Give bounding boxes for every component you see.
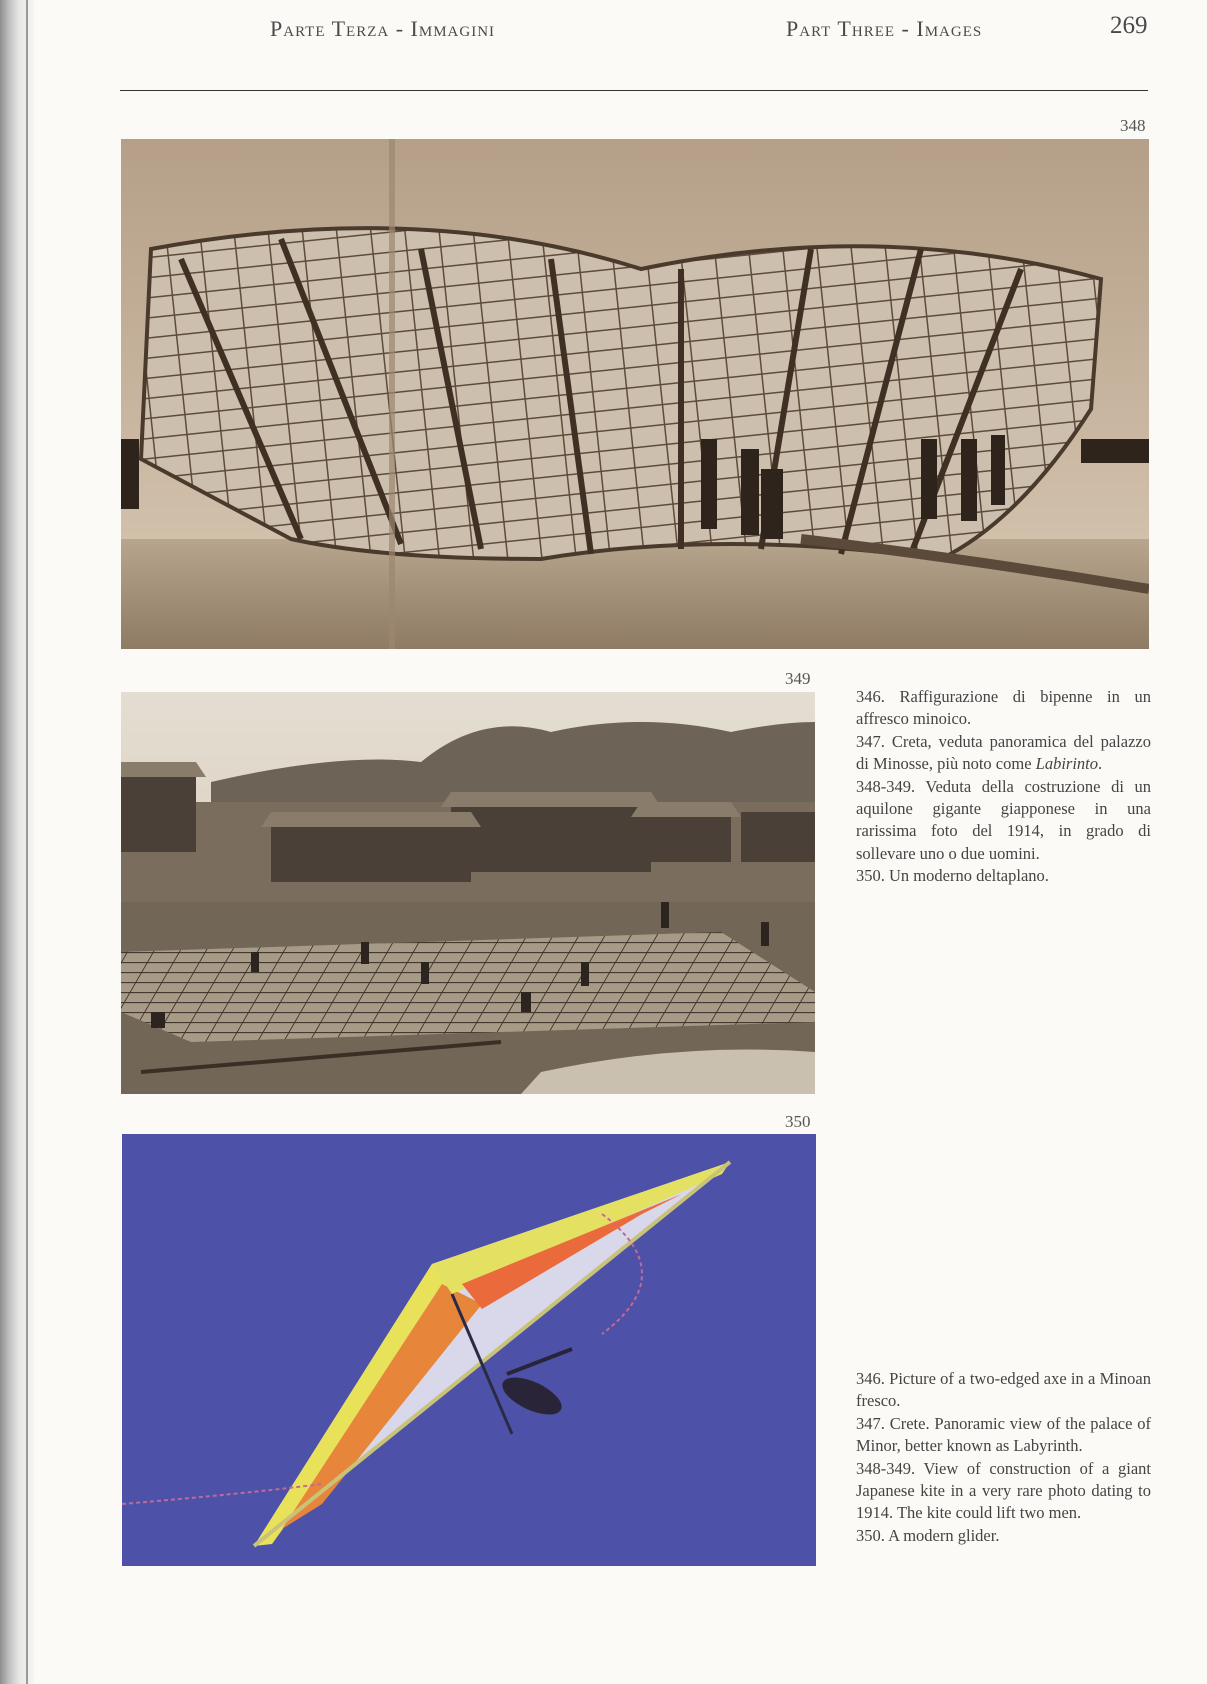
- caption-it-347: [856, 731, 1151, 776]
- figure-number-348: 348: [1120, 116, 1146, 135]
- page-number: 269: [1110, 12, 1148, 39]
- caption-it-350: 350. Un moderno deltaplano.: [856, 866, 1049, 886]
- caption-en-350: 350. A modern glider.: [856, 1525, 1000, 1545]
- book-spine-shadow: [0, 0, 34, 1684]
- caption-it-346: 346. Raffigurazione di bipenne in un affresco minoico.: [856, 687, 1151, 729]
- photo-kite-construction-field: [121, 692, 815, 1094]
- caption-en-347: 347. Crete. Panoramic view of the palace of Minor, better known as Labyrinth.: [856, 1413, 1151, 1456]
- caption-block-italian: [856, 686, 1151, 888]
- photo-hang-glider: [122, 1134, 816, 1566]
- running-header-english: Part Three - Images: [786, 16, 983, 41]
- header-rule: [120, 90, 1148, 91]
- figure-number-350: 350: [785, 1112, 811, 1131]
- running-header-italian: Parte Terza - Immagini: [270, 16, 496, 41]
- figure-number-349: 349: [785, 669, 811, 688]
- caption-it-347-labirinto: Labirinto: [1035, 754, 1099, 774]
- caption-it-347-end: .: [1098, 754, 1103, 774]
- caption-it-348-349: 348-349. Veduta della costruzione di un aquilone gigante giapponese in una rarissima foto del 1914, in grado di sollevare uno o due uomini.: [856, 776, 1151, 863]
- caption-it-347-text: 347. Creta, veduta panoramica del palazzo di Minosse, più noto come: [856, 731, 1151, 774]
- book-gutter-line: [26, 0, 28, 1684]
- photo-giant-kite-frame: [121, 139, 1149, 649]
- caption-en-348-349: 348-349. View of construction of a giant Japanese kite in a very rare photo dating to 1914. The kite could lift two men.: [856, 1458, 1151, 1523]
- caption-en-346: 346. Picture of a two-edged axe in a Minoan fresco.: [856, 1369, 1151, 1411]
- caption-block-english: [856, 1368, 1151, 1547]
